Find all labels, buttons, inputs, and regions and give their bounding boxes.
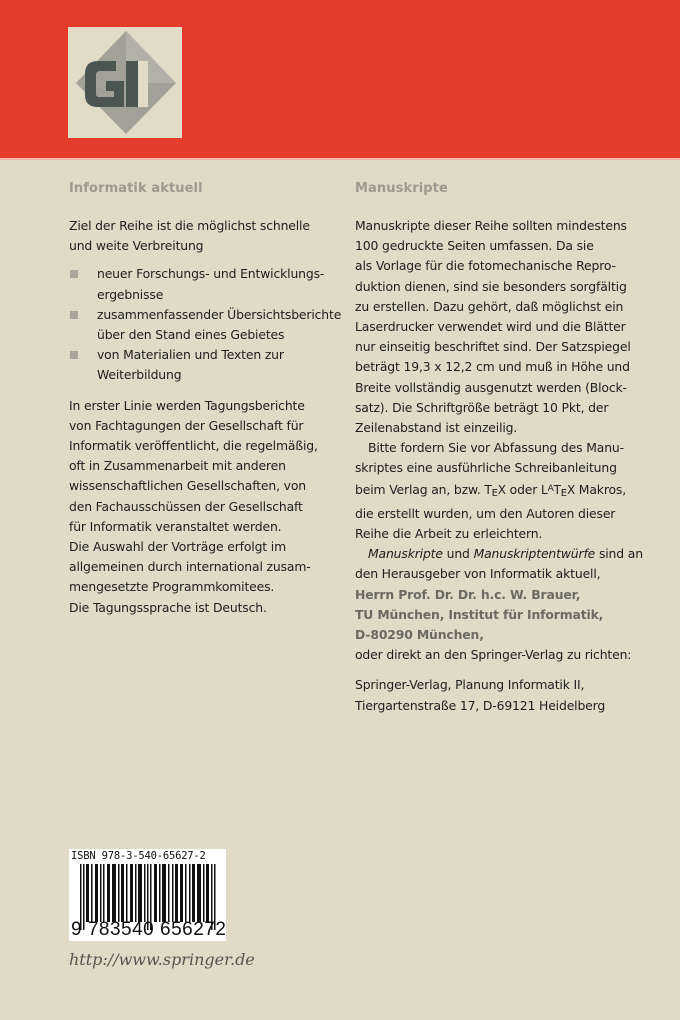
- tex-letter: A: [547, 483, 554, 494]
- text-line: Die Tagungssprache ist Deutsch.: [69, 599, 267, 615]
- list-item: [69, 264, 329, 304]
- publisher-address: [355, 675, 655, 715]
- text-line: Ziel der Reihe ist die möglichst schnelle: [69, 218, 310, 233]
- text-line: skriptes eine ausführliche Schreibanleitung: [355, 460, 617, 476]
- isbn-number: ISBN 978-3-540-65627-2: [71, 850, 206, 862]
- text-line: von Fachtagungen der Gesellschaft für: [69, 417, 304, 433]
- square-bullet-icon: [70, 270, 78, 278]
- editor-address-line: Herrn Prof. Dr. Dr. h.c. W. Brauer,: [355, 586, 581, 602]
- text-fragment: sind an: [595, 546, 643, 562]
- tex-letter: T: [553, 482, 561, 497]
- submission-paragraph: [355, 544, 655, 665]
- tex-letter: X: [566, 482, 576, 497]
- list-item: [69, 305, 342, 345]
- text-line: über den Stand eines Gebietes: [97, 327, 285, 343]
- text-line: neuer Forschungs- und Entwicklungs-: [97, 266, 325, 282]
- text-fragment: Manuskripte: [368, 546, 443, 562]
- editor-address-line: D-80290 München,: [355, 627, 484, 643]
- section-heading-manuskripte: Manuskripte: [355, 181, 448, 196]
- text-line: als Vorlage für die fotomechanische Repro-: [355, 258, 616, 274]
- text-line: satz). Die Schriftgröße beträgt 10 Pkt, der: [355, 399, 609, 415]
- text-line: von Materialien und Texten zur: [97, 347, 284, 363]
- goals-list: [69, 264, 342, 385]
- text-line: den Fachausschüssen der Gesellschaft: [69, 498, 303, 514]
- text-line: Informatik veröffentlicht, die regelmäßig,: [69, 438, 318, 454]
- square-bullet-icon: [70, 311, 78, 319]
- tex-letter: E: [560, 487, 567, 499]
- text-line: Reihe die Arbeit zu erleichtern.: [355, 526, 543, 542]
- text-line: Springer-Verlag, Planung Informatik II,: [355, 677, 585, 693]
- text-line: duktion dienen, sind sie besonders sorgfältig: [355, 278, 627, 294]
- tex-letter: L: [541, 482, 548, 497]
- text-line: Bitte fordern Sie vor Abfassung des Manu-: [368, 440, 624, 456]
- text-line: Zeilenabstand ist einzeilig.: [355, 420, 518, 436]
- text-line: 100 gedruckte Seiten umfassen. Da sie: [355, 238, 594, 254]
- text-line: oder direkt an den Springer-Verlag zu richten:: [355, 647, 632, 663]
- ean-digits: 9 783540 656272: [71, 919, 227, 940]
- manuscript-requirements-paragraph: [355, 216, 655, 438]
- latex-logo: [541, 483, 575, 497]
- text-line: ergebnisse: [97, 286, 164, 302]
- text-fragment: Makros,: [575, 481, 627, 497]
- gi-diamond-logo-icon: [68, 27, 182, 138]
- editor-address-line: TU München, Institut für Informatik,: [355, 606, 604, 622]
- gi-logo: [68, 27, 182, 138]
- text-line: beträgt 19,3 x 12,2 cm und muß in Höhe und: [355, 359, 630, 375]
- text-line: Manuskripte dieser Reihe sollten mindestens: [355, 218, 627, 233]
- top-color-band: [0, 0, 680, 160]
- text-line: wissenschaftlichen Gesellschaften, von: [69, 478, 306, 494]
- writing-guide-paragraph: [355, 438, 655, 544]
- text-line: Die Auswahl der Vorträge erfolgt im: [69, 539, 287, 555]
- text-fragment: beim Verlag an, bzw.: [355, 481, 485, 497]
- section-heading-informatik-aktuell: Informatik aktuell: [69, 181, 203, 196]
- text-line: für Informatik veranstaltet werden.: [69, 518, 282, 534]
- text-fragment: oder: [505, 481, 542, 497]
- text-line: mengesetzte Programmkomitees.: [69, 579, 275, 595]
- intro-paragraph: [69, 216, 329, 256]
- text-line: [355, 544, 655, 564]
- tex-letter: T: [484, 482, 492, 497]
- informatik-aktuell-section: [69, 181, 342, 618]
- body-paragraph: [69, 396, 329, 618]
- manuskripte-section: [355, 181, 655, 716]
- square-bullet-icon: [70, 351, 78, 359]
- text-line: oft in Zusammenarbeit mit anderen: [69, 458, 286, 474]
- text-fragment: und: [442, 546, 474, 562]
- text-line: die erstellt wurden, um den Autoren dieser: [355, 505, 616, 521]
- tex-letter: X: [497, 482, 506, 497]
- text-line: zu erstellen. Dazu gehört, daß möglichst ein: [355, 298, 624, 314]
- publisher-url: http://www.springer.de: [69, 950, 255, 969]
- list-item: [69, 345, 329, 385]
- text-line: und weite Verbreitung: [69, 238, 204, 254]
- text-line: Laserdrucker verwendet wird und die Blätter: [355, 319, 626, 335]
- isbn-barcode: [69, 849, 226, 941]
- text-line: In erster Linie werden Tagungsberichte: [69, 397, 305, 413]
- text-line: allgemeinen durch international zusam-: [69, 559, 311, 575]
- tex-letter: E: [491, 487, 498, 499]
- text-line: Weiterbildung: [97, 367, 182, 383]
- text-fragment: Manuskriptentwürfe: [473, 546, 596, 562]
- text-line-tex: [355, 479, 655, 504]
- text-line: Breite vollständig ausgenutzt werden (Block-: [355, 379, 627, 395]
- text-line: zusammenfassender Übersichtsberichte: [97, 306, 342, 322]
- text-line: nur einseitig beschriftet sind. Der Satzspiegel: [355, 339, 631, 355]
- text-line: den Herausgeber von Informatik aktuell,: [355, 566, 601, 582]
- text-line: Tiergartenstraße 17, D-69121 Heidelberg: [355, 697, 606, 713]
- tex-logo: [484, 483, 505, 497]
